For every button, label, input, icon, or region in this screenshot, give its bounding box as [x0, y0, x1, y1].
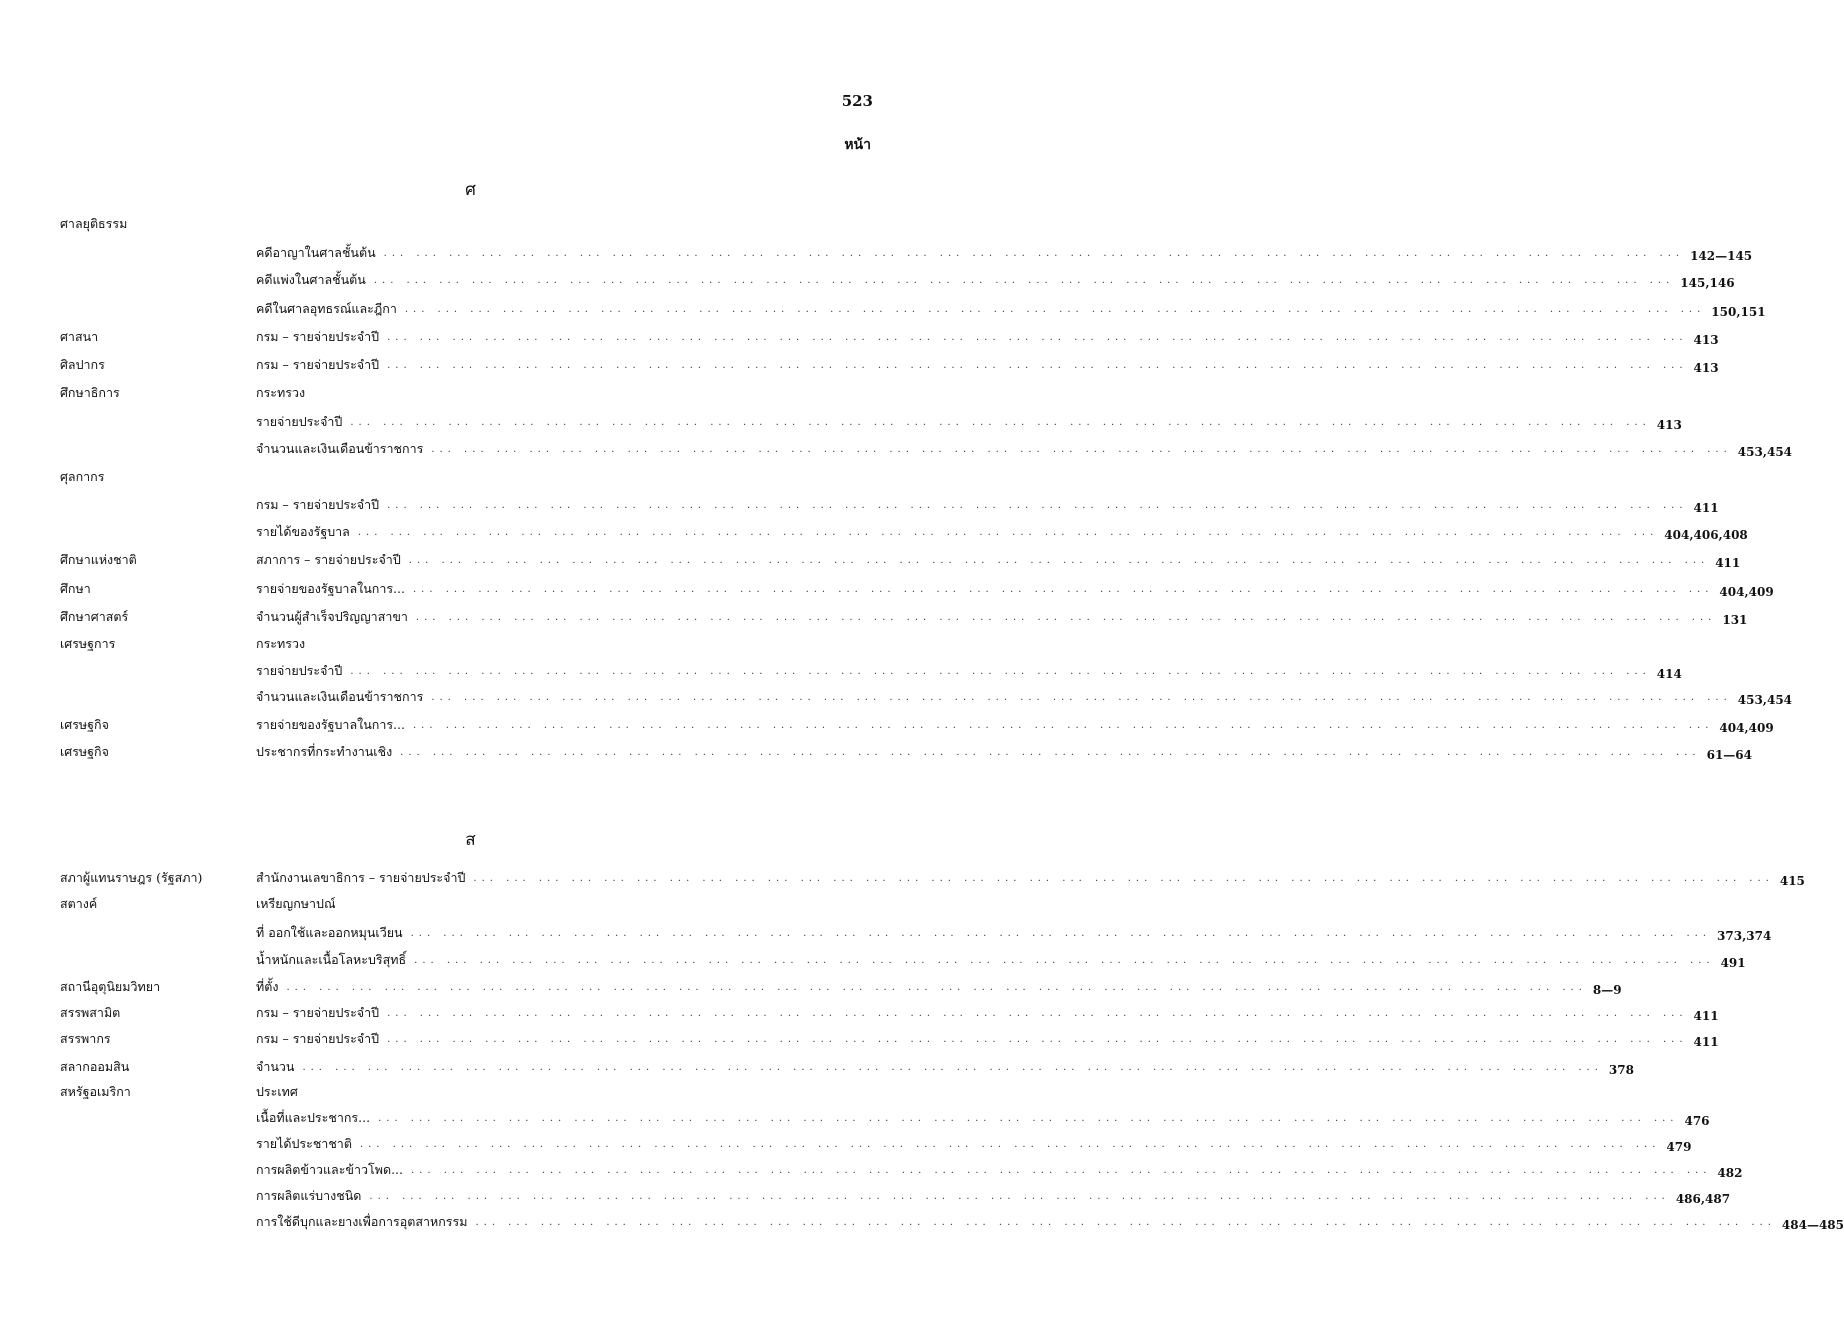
subentry-text: รายจ่ายประจำปี	[256, 414, 343, 429]
index-entry	[60, 268, 1735, 290]
index-entry	[60, 212, 870, 234]
dot-leader: ... ... ... ... ... ... ... ... ... ... ... ... ... ... ... ... ... ... ... ... ... ... ... ... ... ... ... ... ... ... ... ... ... ... ... ... ... ... ... ...	[357, 527, 1659, 538]
subentry-text: ประเทศ	[256, 1084, 298, 1099]
subentry-text: น้ำหนักและเนื้อโลหะบริสุทธิ์	[256, 952, 407, 967]
index-subentry	[256, 1160, 1742, 1180]
index-subentry	[256, 1108, 1710, 1128]
subentry-text: รายได้ของรัฐบาล	[256, 524, 350, 539]
index-entry	[60, 632, 870, 654]
page-reference: 411	[1693, 501, 1719, 515]
dot-leader: ... ... ... ... ... ... ... ... ... ... ... ... ... ... ... ... ... ... ... ... ... ... ... ... ... ... ... ... ... ... ... ... ... ... ... ... ... ... ... ...	[400, 747, 1701, 758]
subentry-text: จำนวนผู้สำเร็จปริญญาสาขา	[256, 609, 408, 624]
page-reference: 411	[1693, 1035, 1719, 1049]
index-entry	[60, 740, 1752, 762]
index-subentry	[256, 579, 1774, 599]
dot-leader: ... ... ... ... ... ... ... ... ... ... ... ... ... ... ... ... ... ... ... ... ... ... ... ... ... ... ... ... ... ... ... ... ... ... ... ... ... ... ... ...	[387, 332, 1688, 343]
subentry-text: กระทรวง	[256, 636, 306, 651]
page-reference: 8—9	[1592, 983, 1622, 997]
dot-leader: ... ... ... ... ... ... ... ... ... ... ... ... ... ... ... ... ... ... ... ... ... ... ... ... ... ... ... ... ... ... ... ... ... ... ... ... ... ... ... ...	[415, 612, 1717, 623]
index-entry	[60, 577, 1774, 599]
index-subentry	[256, 439, 1792, 459]
index-term: ศึกษา	[60, 581, 91, 596]
dot-leader: ... ... ... ... ... ... ... ... ... ... ... ... ... ... ... ... ... ... ... ... ... ... ... ... ... ... ... ... ... ... ... ... ... ... ... ... ... ... ... ...	[414, 955, 1715, 966]
index-entry	[60, 325, 1719, 347]
index-entry	[60, 948, 1746, 970]
index-entry	[60, 465, 870, 487]
index-subentry	[256, 355, 1719, 375]
index-term: สตางค์	[60, 896, 98, 911]
subentry-text: ที่ ออกใช้และออกหมุนเวียน	[256, 925, 403, 940]
dot-leader: ... ... ... ... ... ... ... ... ... ... ... ... ... ... ... ... ... ... ... ... ... ... ... ... ... ... ... ... ... ... ... ... ... ... ... ... ... ... ... ...	[475, 1217, 1776, 1228]
index-subentry	[256, 923, 1771, 943]
index-entry	[60, 1132, 1692, 1154]
dot-leader: ... ... ... ... ... ... ... ... ... ... ... ... ... ... ... ... ... ... ... ... ... ... ... ... ... ... ... ... ... ... ... ... ... ... ... ... ... ... ... ...	[350, 666, 1651, 677]
page-reference: 491	[1720, 956, 1746, 970]
dot-leader: ... ... ... ... ... ... ... ... ... ... ... ... ... ... ... ... ... ... ... ... ... ... ... ... ... ... ... ... ... ... ... ... ... ... ... ... ... ... ... ...	[350, 417, 1651, 428]
index-subentry	[256, 634, 870, 654]
index-subentry	[256, 868, 1805, 888]
subentry-text: คดีอาญาในศาลชั้นต้น	[256, 245, 376, 260]
index-subentry	[256, 742, 1752, 762]
subentry-text: จำนวน	[256, 1059, 295, 1074]
index-entry	[60, 1106, 1710, 1128]
subentry-text: กระทรวง	[256, 385, 306, 400]
index-subentry	[256, 715, 1774, 735]
index-entry	[60, 410, 1682, 432]
index-entry	[60, 1080, 870, 1102]
page-reference: 404,409	[1719, 721, 1774, 735]
index-entry	[60, 1210, 1844, 1232]
index-entry	[60, 353, 1719, 375]
dot-leader: ... ... ... ... ... ... ... ... ... ... ... ... ... ... ... ... ... ... ... ... ... ... ... ... ... ... ... ... ... ... ... ... ... ... ... ... ... ... ... ...	[383, 248, 1685, 259]
page-reference: 413	[1656, 418, 1682, 432]
subentry-text: การผลิตแร่บางชนิด	[256, 1188, 362, 1203]
index-entry	[60, 1158, 1743, 1180]
index-entry	[60, 437, 1793, 459]
subentry-text: กรม – รายจ่ายประจำปี	[256, 1005, 380, 1020]
dot-leader: ... ... ... ... ... ... ... ... ... ... ... ... ... ... ... ... ... ... ... ... ... ... ... ... ... ... ... ... ... ... ... ... ... ... ... ... ... ... ... ...	[431, 444, 1732, 455]
subentry-text: สำนักงานเลขาธิการ – รายจ่ายประจำปี	[256, 870, 466, 885]
index-entry	[60, 1001, 1719, 1023]
subentry-text: กรม – รายจ่ายประจำปี	[256, 1031, 380, 1046]
subentry-text: จำนวนและเงินเดือนข้าราชการ	[256, 441, 424, 456]
page-reference: 476	[1684, 1114, 1710, 1128]
index-entry	[60, 297, 1766, 319]
index-entry	[60, 241, 1753, 263]
page-reference: 411	[1693, 1009, 1719, 1023]
subentry-text: ที่ตั้ง	[256, 979, 279, 994]
index-entry	[60, 713, 1774, 735]
subentry-text: คดีแพ่งในศาลชั้นต้น	[256, 272, 366, 287]
index-term: ศิลปากร	[60, 357, 105, 372]
index-subentry	[256, 383, 870, 403]
page-reference: 415	[1779, 874, 1805, 888]
index-entry	[60, 493, 1719, 515]
index-subentry	[256, 1082, 870, 1102]
page-reference: 453,454	[1737, 445, 1793, 459]
subentry-text: กรม – รายจ่ายประจำปี	[256, 357, 380, 372]
page-reference: 378	[1608, 1063, 1634, 1077]
page-reference: 413	[1693, 361, 1719, 375]
page-reference: 131	[1722, 613, 1748, 627]
index-subentry	[256, 243, 1752, 263]
dot-leader: ... ... ... ... ... ... ... ... ... ... ... ... ... ... ... ... ... ... ... ... ... ... ... ... ... ... ... ... ... ... ... ... ... ... ... ... ... ... ... ...	[387, 360, 1688, 371]
page-reference: 61—64	[1706, 748, 1752, 762]
index-entry	[60, 921, 1772, 943]
index-entry	[60, 866, 1805, 888]
index-term: ศึกษาแห่งชาติ	[60, 552, 137, 567]
index-entry	[60, 520, 1748, 542]
page-reference: 453,454	[1737, 693, 1793, 707]
index-subentry	[256, 1134, 1691, 1154]
index-subentry	[256, 1186, 1730, 1206]
dot-leader: ... ... ... ... ... ... ... ... ... ... ... ... ... ... ... ... ... ... ... ... ... ... ... ... ... ... ... ... ... ... ... ... ... ... ... ... ... ... ... ...	[302, 1062, 1603, 1073]
subentry-text: คดีในศาลอุทธรณ์และฎีกา	[256, 301, 397, 316]
page-reference: 411	[1715, 556, 1741, 570]
index-term: ศาสนา	[60, 329, 99, 344]
index-subentry	[256, 412, 1682, 432]
dot-leader: ... ... ... ... ... ... ... ... ... ... ... ... ... ... ... ... ... ... ... ... ... ... ... ... ... ... ... ... ... ... ... ... ... ... ... ... ... ... ... ...	[286, 982, 1587, 993]
dot-leader: ... ... ... ... ... ... ... ... ... ... ... ... ... ... ... ... ... ... ... ... ... ... ... ... ... ... ... ... ... ... ... ... ... ... ... ... ... ... ... ...	[369, 1191, 1670, 1202]
index-subentry	[256, 327, 1719, 347]
page-reference: 479	[1666, 1140, 1692, 1154]
index-entry	[60, 1184, 1731, 1206]
index-subentry	[256, 1057, 1634, 1077]
dot-leader: ... ... ... ... ... ... ... ... ... ... ... ... ... ... ... ... ... ... ... ... ... ... ... ... ... ... ... ... ... ... ... ... ... ... ... ... ... ... ... ...	[378, 1113, 1679, 1124]
index-subentry	[256, 977, 1622, 997]
dot-leader: ... ... ... ... ... ... ... ... ... ... ... ... ... ... ... ... ... ... ... ... ... ... ... ... ... ... ... ... ... ... ... ... ... ... ... ... ... ... ... ...	[473, 873, 1774, 884]
dot-leader: ... ... ... ... ... ... ... ... ... ... ... ... ... ... ... ... ... ... ... ... ... ... ... ... ... ... ... ... ... ... ... ... ... ... ... ... ... ... ... ...	[404, 304, 1706, 315]
index-term: สรรพากร	[60, 1031, 111, 1046]
index-term: ศึกษาธิการ	[60, 385, 120, 400]
index-term: สลากออมสิน	[60, 1059, 130, 1074]
subentry-text: กรม – รายจ่ายประจำปี	[256, 497, 380, 512]
index-term: เศรษฐกิจ	[60, 717, 109, 732]
index-subentry	[256, 687, 1792, 707]
subentry-text: ประชากรที่กระทำงานเชิง	[256, 744, 393, 759]
index-subentry	[256, 550, 1740, 570]
dot-leader: ... ... ... ... ... ... ... ... ... ... ... ... ... ... ... ... ... ... ... ... ... ... ... ... ... ... ... ... ... ... ... ... ... ... ... ... ... ... ... ...	[408, 555, 1710, 566]
index-subentry	[256, 950, 1746, 970]
index-term: เศรษฐกิจ	[60, 744, 109, 759]
index-term: เศรษฐการ	[60, 636, 116, 651]
subentry-text: รายจ่ายประจำปี	[256, 663, 343, 678]
page-reference: 413	[1693, 333, 1719, 347]
page-number: 523	[841, 92, 873, 110]
index-subentry	[256, 495, 1719, 515]
page-reference: 145,146	[1680, 276, 1735, 290]
index-term: ศึกษาศาสตร์	[60, 609, 129, 624]
dot-leader: ... ... ... ... ... ... ... ... ... ... ... ... ... ... ... ... ... ... ... ... ... ... ... ... ... ... ... ... ... ... ... ... ... ... ... ... ... ... ... ...	[373, 275, 1675, 286]
page-reference: 486,487	[1675, 1192, 1731, 1206]
index-subentry	[256, 522, 1748, 542]
page-reference: 404,406,408	[1664, 528, 1748, 542]
dot-leader: ... ... ... ... ... ... ... ... ... ... ... ... ... ... ... ... ... ... ... ... ... ... ... ... ... ... ... ... ... ... ... ... ... ... ... ... ... ... ... ...	[410, 928, 1712, 939]
index-subentry	[256, 270, 1735, 290]
dot-leader: ... ... ... ... ... ... ... ... ... ... ... ... ... ... ... ... ... ... ... ... ... ... ... ... ... ... ... ... ... ... ... ... ... ... ... ... ... ... ... ...	[431, 692, 1732, 703]
subentry-text: การผลิตข้าวและข้าวโพด...	[256, 1162, 403, 1177]
index-term: สภาผู้แทนราษฎร (รัฐสภา)	[60, 870, 203, 885]
index-entry	[60, 685, 1793, 707]
page-reference: 482	[1717, 1166, 1743, 1180]
index-subentry	[256, 299, 1766, 319]
dot-leader: ... ... ... ... ... ... ... ... ... ... ... ... ... ... ... ... ... ... ... ... ... ... ... ... ... ... ... ... ... ... ... ... ... ... ... ... ... ... ... ...	[387, 500, 1688, 511]
index-entry	[60, 548, 1741, 570]
index-entry	[60, 381, 870, 403]
index-subentry	[256, 1003, 1719, 1023]
subentry-text: สภาการ – รายจ่ายประจำปี	[256, 552, 401, 567]
index-subentry	[256, 1212, 1844, 1232]
subentry-text: รายจ่ายของรัฐบาลในการ...	[256, 581, 405, 596]
subentry-text: กรม – รายจ่ายประจำปี	[256, 329, 380, 344]
index-term: ศุลกากร	[60, 469, 105, 484]
section-heading: ศ	[465, 180, 476, 200]
index-term: ศาลยุติธรรม	[60, 216, 128, 231]
page-reference: 414	[1656, 667, 1682, 681]
dot-leader: ... ... ... ... ... ... ... ... ... ... ... ... ... ... ... ... ... ... ... ... ... ... ... ... ... ... ... ... ... ... ... ... ... ... ... ... ... ... ... ...	[359, 1139, 1661, 1150]
index-entry	[60, 892, 870, 914]
subentry-text: รายจ่ายของรัฐบาลในการ...	[256, 717, 405, 732]
subentry-text: รายได้ประชาชาติ	[256, 1136, 352, 1151]
index-subentry	[256, 1029, 1719, 1049]
dot-leader: ... ... ... ... ... ... ... ... ... ... ... ... ... ... ... ... ... ... ... ... ... ... ... ... ... ... ... ... ... ... ... ... ... ... ... ... ... ... ... ...	[412, 584, 1714, 595]
section-heading: ส	[465, 830, 476, 850]
page-label: หน้า	[844, 137, 871, 153]
index-entry	[60, 605, 1748, 627]
page-reference: 484—485	[1781, 1218, 1844, 1232]
index-term: สรรพสามิต	[60, 1005, 121, 1020]
page-reference: 404,409	[1719, 585, 1774, 599]
index-term: สหรัฐอเมริกา	[60, 1084, 131, 1099]
index-entry	[60, 659, 1682, 681]
dot-leader: ... ... ... ... ... ... ... ... ... ... ... ... ... ... ... ... ... ... ... ... ... ... ... ... ... ... ... ... ... ... ... ... ... ... ... ... ... ... ... ...	[411, 1165, 1712, 1176]
page-reference: 373,374	[1717, 929, 1772, 943]
dot-leader: ... ... ... ... ... ... ... ... ... ... ... ... ... ... ... ... ... ... ... ... ... ... ... ... ... ... ... ... ... ... ... ... ... ... ... ... ... ... ... ...	[387, 1008, 1688, 1019]
index-subentry	[256, 894, 870, 914]
index-subentry	[256, 607, 1747, 627]
index-subentry	[256, 661, 1682, 681]
index-entry	[60, 975, 1622, 997]
subentry-text: จำนวนและเงินเดือนข้าราชการ	[256, 689, 424, 704]
index-entry	[60, 1055, 1634, 1077]
dot-leader: ... ... ... ... ... ... ... ... ... ... ... ... ... ... ... ... ... ... ... ... ... ... ... ... ... ... ... ... ... ... ... ... ... ... ... ... ... ... ... ...	[387, 1034, 1688, 1045]
subentry-text: เหรียญกษาปณ์	[256, 896, 336, 911]
subentry-text: เนื้อที่และประชากร...	[256, 1110, 371, 1125]
index-term: สถานีอุตุนิยมวิทยา	[60, 979, 161, 994]
page-reference: 150,151	[1711, 305, 1766, 319]
page-reference: 142—145	[1690, 249, 1753, 263]
dot-leader: ... ... ... ... ... ... ... ... ... ... ... ... ... ... ... ... ... ... ... ... ... ... ... ... ... ... ... ... ... ... ... ... ... ... ... ... ... ... ... ...	[412, 720, 1714, 731]
index-entry	[60, 1027, 1719, 1049]
subentry-text: การใช้ดีบุกและยางเพื่อการอุตสาหกรรม	[256, 1214, 468, 1229]
